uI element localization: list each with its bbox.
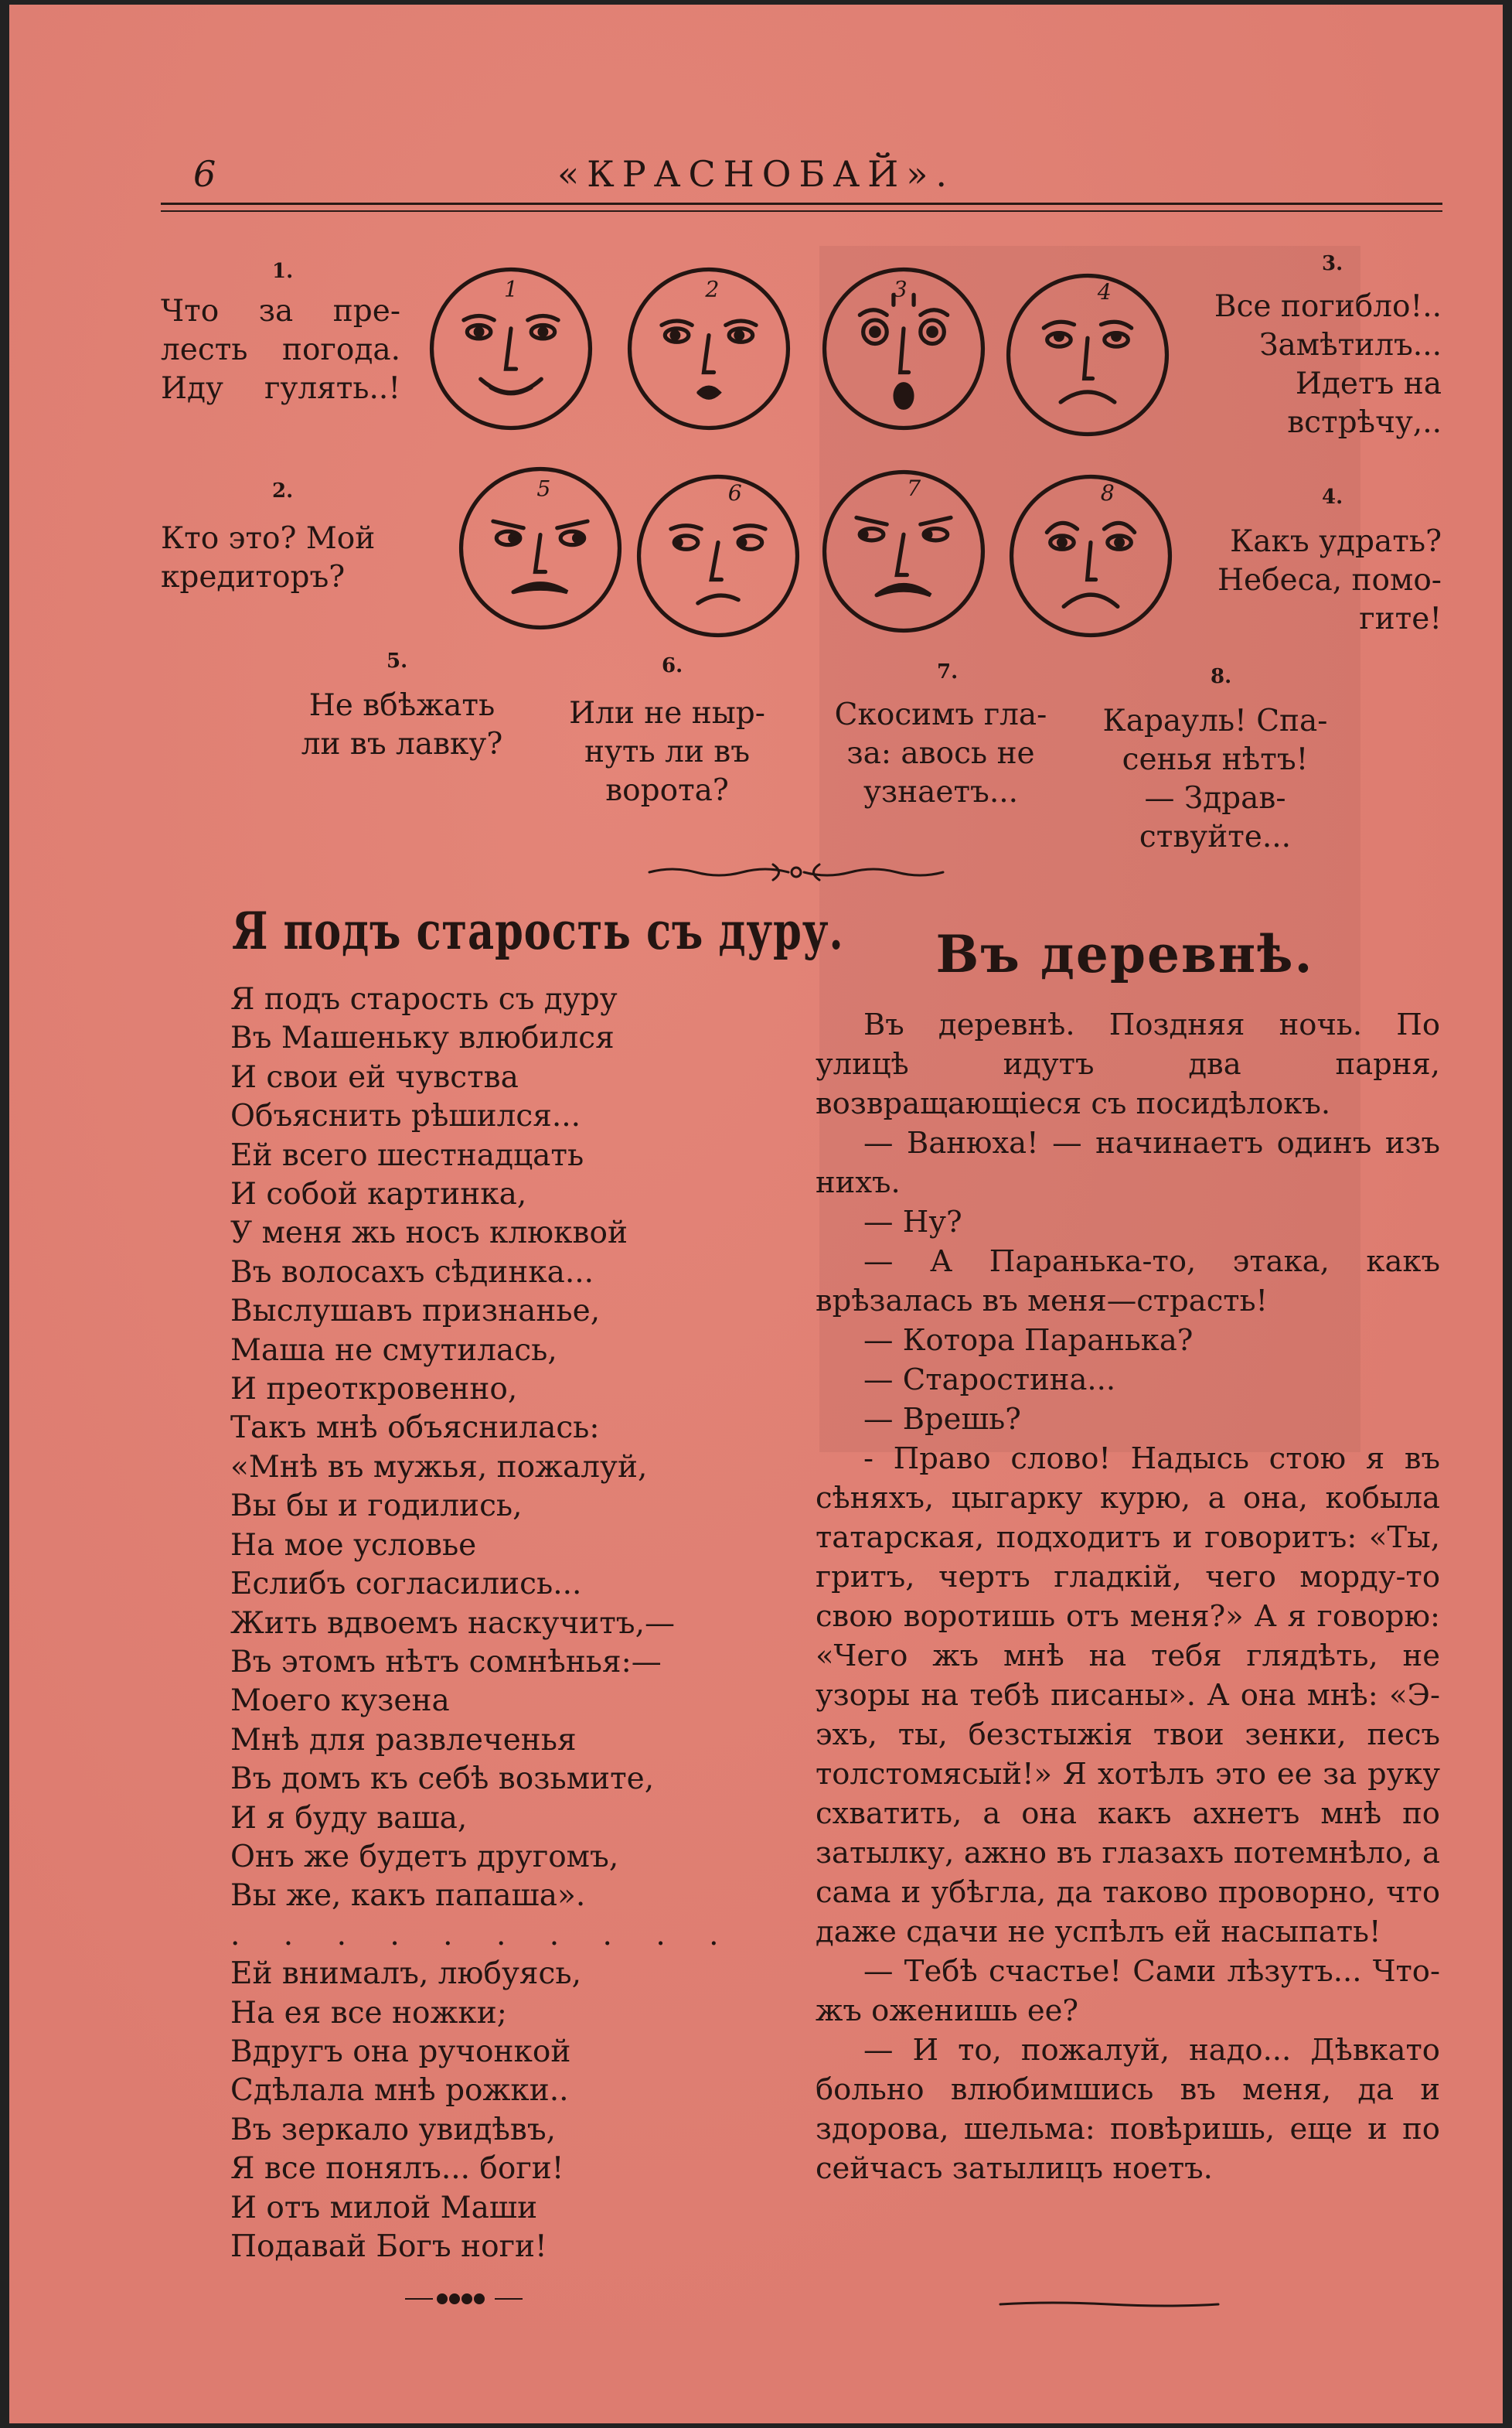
ornament-divider — [642, 857, 951, 888]
masthead-title: «КРАСНОБАЙ». — [557, 153, 955, 195]
poem-line: Ей внималъ, любуясь, — [230, 1956, 582, 1992]
poem-line: Маша не смутилась, — [230, 1332, 557, 1368]
svg-text:4: 4 — [1097, 279, 1112, 305]
svg-text:3: 3 — [893, 276, 908, 302]
caption-number-2: 2. — [272, 479, 294, 503]
caption-number-5: 5. — [387, 650, 408, 673]
svg-text:6: 6 — [727, 480, 742, 506]
poem-line: Ей всего шестнадцать — [230, 1137, 584, 1173]
story-paragraph: — Врешь? — [863, 1402, 1021, 1437]
face-1-smiling — [427, 264, 595, 433]
caption-1: Что за пре- лесть погода. Иду гулять..! — [161, 294, 400, 406]
poem-line: И отъ милой Маши — [230, 2190, 538, 2225]
face-2-surprised — [625, 264, 793, 433]
poem-line: Мнѣ для развлеченья — [230, 1722, 577, 1758]
poem-line: Еслибъ согласились... — [230, 1567, 582, 1602]
poem-line: Онъ же будетъ другомъ, — [230, 1839, 619, 1874]
poem-line: На мое условье — [230, 1527, 477, 1563]
face-6-glancing — [634, 472, 802, 640]
story-paragraph: — Старостина... — [863, 1362, 1116, 1397]
poem-line: Въ домъ къ себѣ возьмите, — [230, 1761, 655, 1797]
face-8-alarmed — [1006, 472, 1175, 640]
poem-line: И свои ей чувства — [230, 1059, 519, 1095]
svg-text:5: 5 — [536, 476, 551, 502]
story-paragraph: — Ванюха! — начинаетъ одинъ изъ нихъ. — [816, 1126, 1440, 1200]
poem-line: Подавай Богъ ноги! — [230, 2229, 547, 2264]
poem-line: Въ этомъ нѣтъ сомнѣнья:— — [230, 1644, 662, 1679]
poem-line: Въ волосахъ сѣдинка... — [230, 1254, 594, 1290]
poem-line: Моего кузена — [230, 1683, 450, 1719]
story-paragraph: - Право слово! Надысь стою я въ сѣняхъ, цыгарку курю, а она, кобыла татарская, подходитъ и говоритъ: «Ты, гритъ, чертъ гладкій, чего морду-то свою воротишь отъ меня?» А я говорю: «Чего жъ мнѣ на тебя глядѣть, не узоры на тебѣ писаны». А она мнѣ: «Э-эхъ, ты, безстыжія твои зенки, песъ толстомясый!» Я хотѣлъ это ее за руку схватить, а она какъ ахнетъ мнѣ по затылку, ажно въ глазахъ потемнѣло, а сама и убѣгла, да таково проворно, что даже сдачи не успѣлъ ей насыпать! — [816, 1441, 1440, 1949]
story-paragraph: — А Паранька-то, этака, какъ врѣзалась въ меня—страсть! — [816, 1244, 1440, 1318]
face-7-squinting — [819, 467, 988, 636]
poem-line: И преоткровенно, — [230, 1372, 518, 1407]
caption-2: Кто это? Мой кредиторъ? — [161, 521, 376, 595]
poem-title: Я подъ старость съ дуру. — [232, 901, 844, 961]
svg-text:1: 1 — [503, 276, 519, 302]
story-text — [816, 1005, 1440, 2188]
poem-line: Въ зеркало увидѣвъ, — [230, 2112, 557, 2147]
poem-line: И собой картинка, — [230, 1177, 527, 1212]
caption-5: Не вбѣжать ли въ лавку? — [301, 688, 503, 762]
story-paragraph: — Ну? — [863, 1205, 962, 1240]
poem-line: Я подъ старость съ дуру — [230, 982, 618, 1017]
svg-text:2: 2 — [705, 276, 720, 302]
caption-6: Или не ныр- нуть ли въ ворота? — [569, 696, 765, 808]
poem-line: Объяснить рѣшился... — [230, 1099, 581, 1134]
poem-line: Такъ мнѣ объяснилась: — [230, 1410, 600, 1446]
story-title: Въ деревнѣ. — [935, 924, 1314, 984]
caption-7: Скосимъ гла- за: авось не узнаетъ... — [834, 697, 1047, 810]
poem-line: Вдругъ она ручонкой — [230, 2034, 571, 2069]
poem-line: Сдѣлала мнѣ рожки.. — [230, 2073, 569, 2109]
story-paragraph: Въ деревнѣ. Поздняя ночь. По улицѣ идутъ два парня, возвращающіеся съ посидѣлокъ. — [816, 1008, 1440, 1121]
poem-ellipsis-line: . . . . . . . . . . — [230, 1917, 736, 1952]
caption-number-7: 7. — [937, 660, 959, 684]
caption-8: Карауль! Спа- сенья нѣтъ! — Здрав- ствуйте... — [1102, 704, 1328, 854]
header-rule-double — [161, 210, 1442, 212]
caption-4: Какъ удрать? Небеса, помо- гите! — [1217, 524, 1442, 636]
caption-number-1: 1. — [272, 260, 294, 283]
poem-line: Въ Машеньку влюбился — [230, 1021, 615, 1056]
poem-line: Выслушавъ признанье, — [230, 1294, 601, 1329]
poem-line: Вы бы и годились, — [230, 1489, 523, 1524]
caption-number-3: 3. — [1322, 252, 1343, 275]
page-number: 6 — [193, 153, 216, 195]
poem-line: Вы же, какъ папаша». — [230, 1878, 586, 1914]
caption-number-4: 4. — [1322, 486, 1343, 509]
face-5-frowning-moustache — [456, 464, 625, 633]
story-paragraph: — И то, пожалуй, надо... Дѣвкато больно влюбимшись въ меня, да и здорова, шельма: повѣришь, еще и по сейчасъ затылицъ ноетъ. — [816, 2033, 1440, 2186]
poem-line: Жить вдвоемъ наскучитъ,— — [230, 1605, 676, 1641]
header-rule — [161, 203, 1442, 205]
poem-line: Я все понялъ... боги! — [230, 2151, 564, 2187]
face-4-worried — [1003, 271, 1172, 439]
poem-line: «Мнѣ въ мужья, пожалуй, — [230, 1449, 648, 1485]
story-end-rule — [997, 2297, 1221, 2312]
poem-text — [230, 980, 736, 2266]
svg-text:8: 8 — [1100, 480, 1115, 506]
poem-end-ornament — [402, 2289, 526, 2309]
caption-number-6: 6. — [662, 654, 683, 677]
story-paragraph: — Котора Паранька? — [863, 1323, 1194, 1358]
caption-3: Все погибло!.. Замѣтилъ... Идетъ на встрѣчу,.. — [1214, 289, 1442, 440]
poem-line: У меня жь носъ клюквой — [230, 1216, 628, 1251]
svg-text:7: 7 — [907, 476, 921, 502]
poem-line: На ея все ножки; — [230, 1995, 507, 2031]
face-3-shocked — [819, 264, 988, 433]
caption-number-8: 8. — [1211, 665, 1232, 688]
story-paragraph: — Тебѣ счастье! Сами лѣзутъ... Что-жъ оженишь ее? — [816, 1954, 1440, 2028]
poem-line: И я буду ваша, — [230, 1800, 468, 1836]
